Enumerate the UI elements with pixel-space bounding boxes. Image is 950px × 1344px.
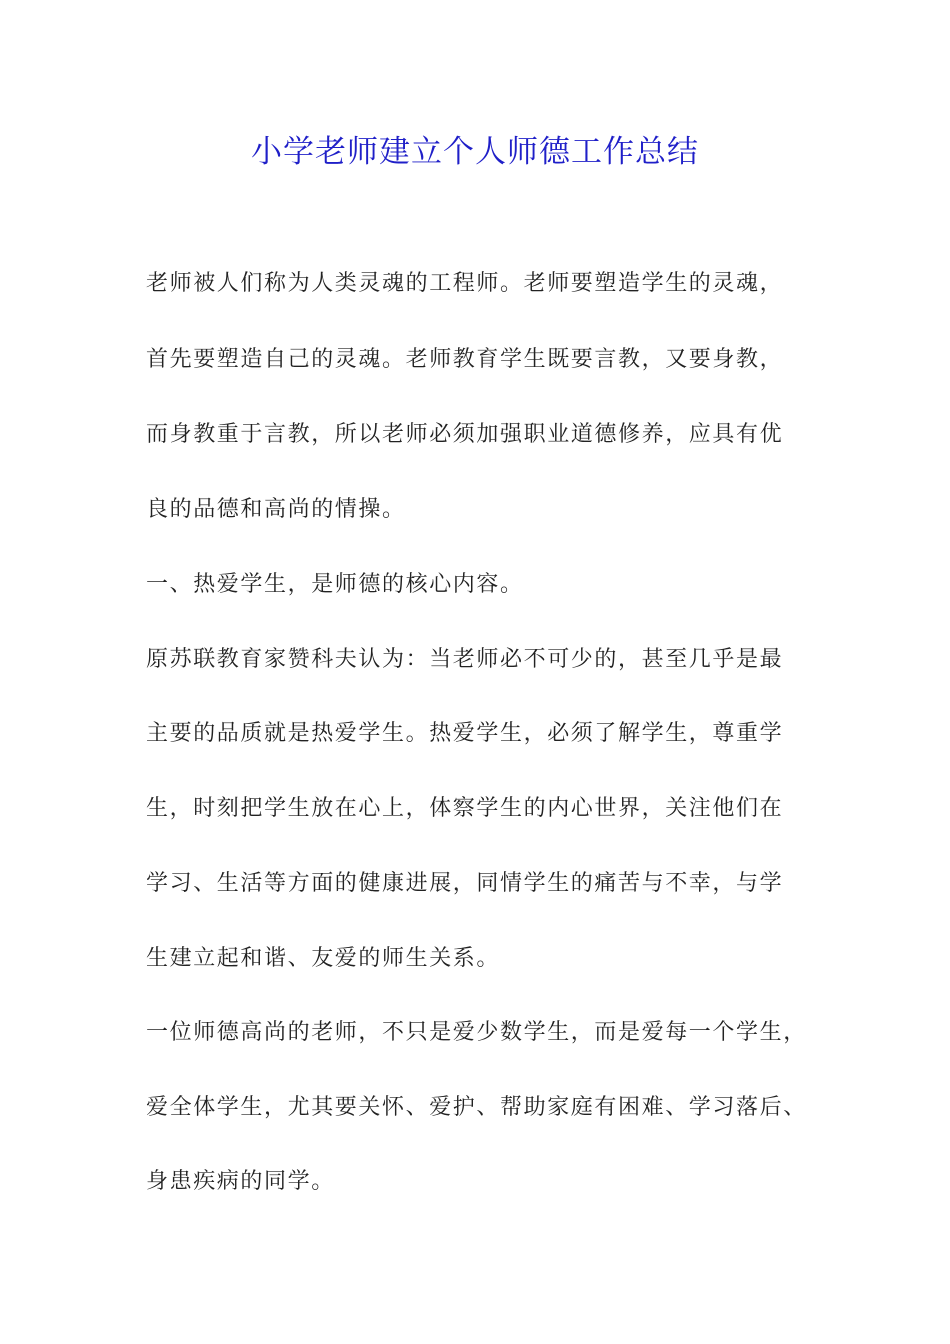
paragraph-line-3: 而身教重于言教，所以老师必须加强职业道德修养，应具有优 (146, 422, 784, 447)
paragraph-line-13: 身患疾病的同学。 (146, 1169, 335, 1194)
document-title: 小学老师建立个人师德工作总结 (251, 134, 699, 170)
paragraph-line-1: 老师被人们称为人类灵魂的工程师。老师要塑造学生的灵魂， (146, 271, 784, 296)
paragraph-line-4: 良的品德和高尚的情操。 (146, 497, 406, 522)
paragraph-line-9: 学习、生活等方面的健康进展，同情学生的痛苦与不幸，与学 (146, 871, 784, 896)
paragraph-line-12: 爱全体学生，尤其要关怀、爱护、帮助家庭有困难、学习落后、 (146, 1095, 807, 1120)
paragraph-line-6: 原苏联教育家赞科夫认为：当老师必不可少的，甚至几乎是最 (146, 647, 784, 672)
paragraph-line-8: 生，时刻把学生放在心上，体察学生的内心世界，关注他们在 (146, 796, 784, 821)
paragraph-line-7: 主要的品质就是热爱学生。热爱学生，必须了解学生，尊重学 (146, 721, 784, 746)
paragraph-line-11: 一位师德高尚的老师，不只是爱少数学生，而是爱每一个学生， (146, 1020, 807, 1045)
paragraph-line-10: 生建立起和谐、友爱的师生关系。 (146, 946, 501, 971)
section-heading-1: 一、热爱学生，是师德的核心内容。 (146, 572, 524, 597)
paragraph-line-2: 首先要塑造自己的灵魂。老师教育学生既要言教，又要身教， (146, 347, 784, 372)
